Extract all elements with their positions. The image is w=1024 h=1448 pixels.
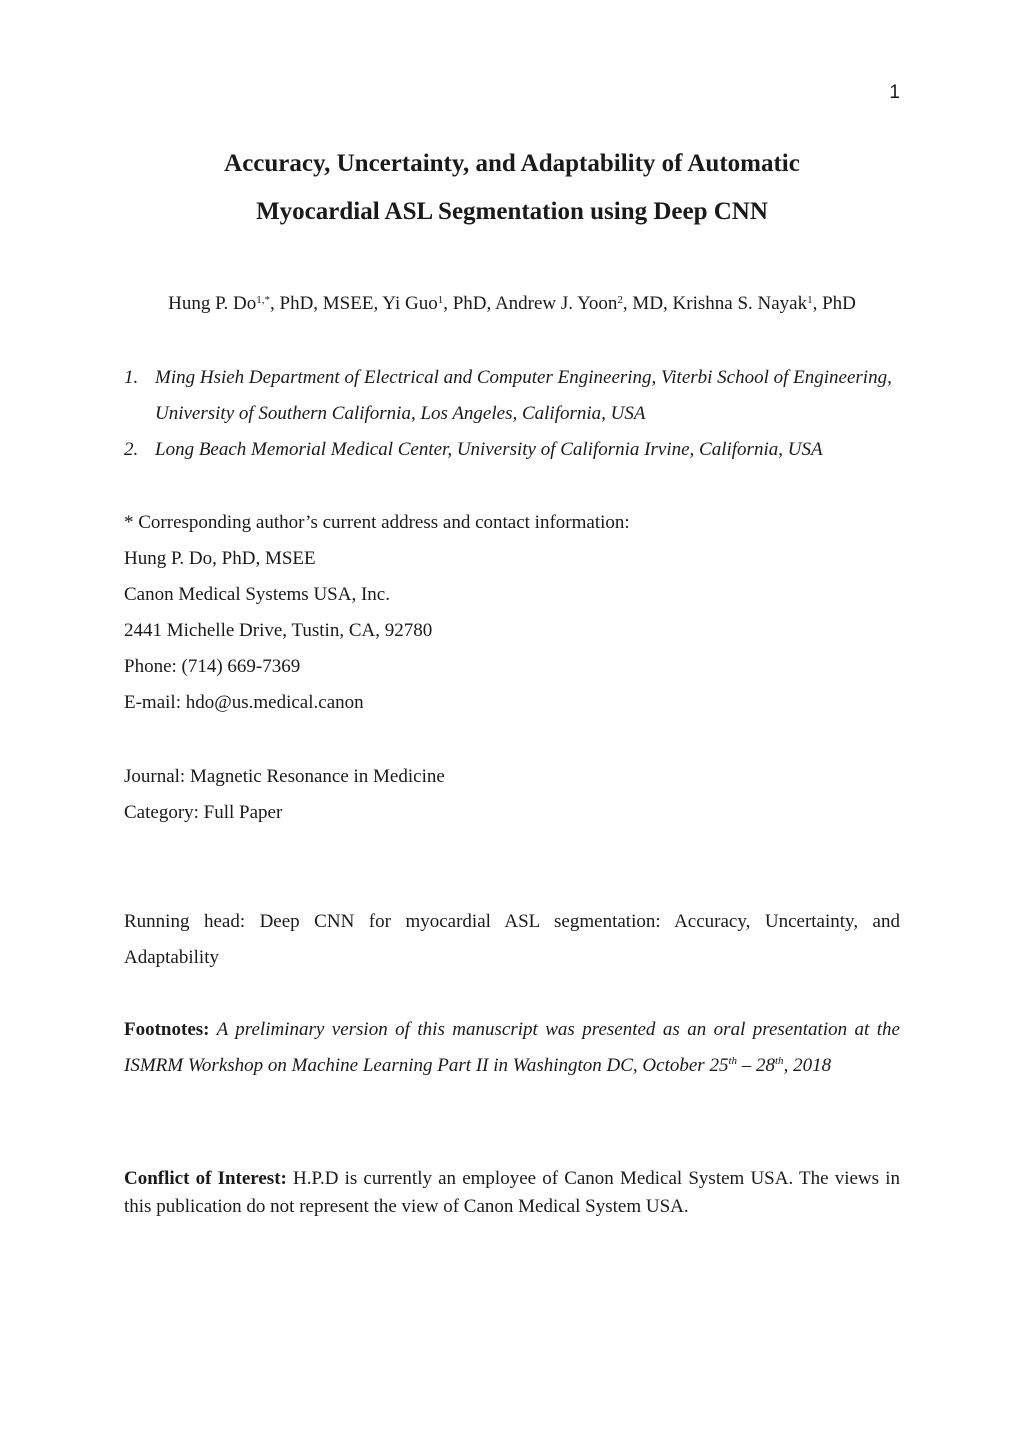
- title-line-1: Accuracy, Uncertainty, and Adaptability of Automatic: [224, 150, 800, 177]
- contact-information: [124, 505, 900, 721]
- author-degrees: , PhD, MSEE,: [270, 293, 383, 314]
- author-degrees: , PhD,: [443, 293, 495, 314]
- footnotes-text: A preliminary version of this manuscript was presented as an oral presentation at the ISMRM Workshop on Machine Learning Part II in Washington DC, October 25: [124, 1019, 900, 1076]
- conflict-label: Conflict of Interest:: [124, 1168, 287, 1189]
- page-number: 1: [889, 82, 900, 103]
- affiliation-text: Ming Hsieh Department of Electrical and Computer Engineering, Viterbi School of Engineering, University of Southern California, Los Angeles, California, USA: [155, 367, 892, 424]
- contact-address: 2441 Michelle Drive, Tustin, CA, 92780: [124, 620, 433, 641]
- footnotes-superscript: th: [728, 1055, 737, 1067]
- contact-heading: * Corresponding author’s current address and contact information:: [124, 512, 630, 533]
- author-name: Andrew J. Yoon: [494, 293, 618, 314]
- conflict-of-interest: [124, 1165, 900, 1221]
- footnotes: [124, 1012, 900, 1084]
- author-name: Hung P. Do: [168, 293, 257, 314]
- journal-line: Journal: Magnetic Resonance in Medicine: [124, 766, 445, 787]
- affiliation-item: [124, 360, 904, 432]
- title-line-2: Myocardial ASL Segmentation using Deep CNN: [256, 198, 768, 225]
- author-degrees: , MD,: [622, 293, 673, 314]
- author-affiliation-mark: 1,*: [256, 294, 270, 306]
- footnotes-text: , 2018: [783, 1055, 832, 1076]
- paper-title: [0, 140, 1024, 236]
- affiliation-text: Long Beach Memorial Medical Center, University of California Irvine, California, USA: [155, 439, 823, 460]
- footnotes-text: – 28: [737, 1055, 775, 1076]
- contact-name: Hung P. Do, PhD, MSEE: [124, 548, 316, 569]
- running-head: Running head: Deep CNN for myocardial ASL segmentation: Accuracy, Uncertainty, and Adaptability: [124, 911, 900, 968]
- affiliation-number: 1.: [124, 367, 139, 388]
- author-affiliation-mark: 1: [807, 294, 813, 306]
- contact-phone: Phone: (714) 669-7369: [124, 656, 301, 677]
- author-affiliation-mark: 1: [437, 294, 444, 306]
- affiliation-item: [124, 432, 904, 468]
- contact-company: Canon Medical Systems USA, Inc.: [124, 584, 390, 605]
- affiliation-list: [124, 360, 904, 468]
- footnotes-label: Footnotes:: [124, 1019, 210, 1040]
- category-line: Category: Full Paper: [124, 802, 283, 823]
- author-degrees: , PhD: [812, 293, 856, 314]
- author-list: [0, 290, 1024, 318]
- author-name: Krishna S. Nayak: [672, 293, 808, 314]
- author-name: Yi Guo: [382, 293, 438, 314]
- conflict-text: H.P.D is currently an employee of Canon Medical System USA. The views in this publication do not represent the view of Canon Medical System USA.: [124, 1168, 900, 1217]
- footnotes-superscript: th: [775, 1055, 784, 1067]
- affiliation-number: 2.: [124, 439, 139, 460]
- author-affiliation-mark: 2: [617, 294, 623, 306]
- journal-info: [124, 759, 900, 831]
- contact-email: E-mail: hdo@us.medical.canon: [124, 692, 364, 713]
